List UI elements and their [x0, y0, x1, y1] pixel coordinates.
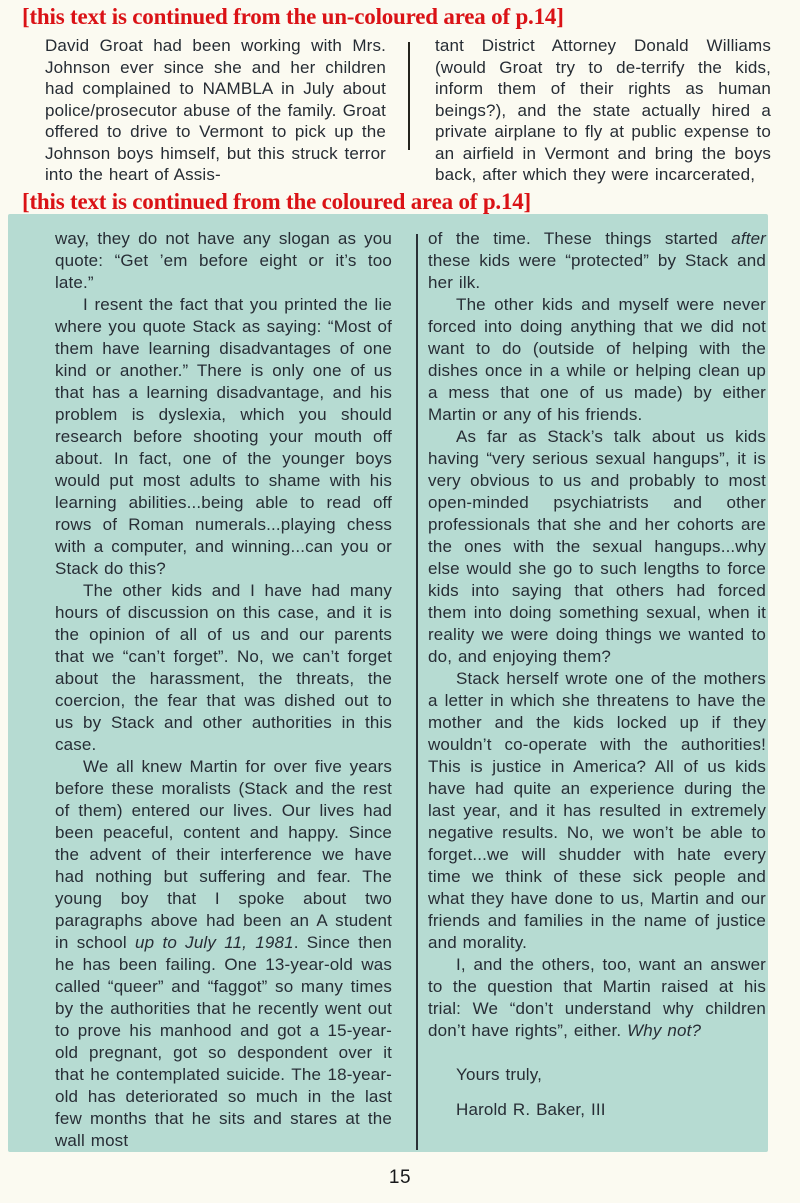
- paragraph: way, they do not have any slogan as you quote: “Get ’em before eight or it’s too late.”: [55, 229, 392, 292]
- letter-signature: Harold R. Baker, III: [456, 1100, 606, 1119]
- paragraph: The other kids and I have had many hours of discussion on this case, and it is the opinion of all of us and our parents that we “can’t forget”. No, we can’t forget about the harassment, the threats, the coercion, the fear that was dished out to us by Stack and other authorities in this case.: [55, 581, 392, 754]
- paragraph: Stack herself wrote one of the mothers a letter in which she threatens to have the mother and the kids locked up if they wouldn’t co-operate with the authorities! This is justice in America? All of us kids have had quite an experience during the last year, and it has resulted in extremely negative results. No, we won’t be able to forget...we will shudder with hate every time we think of these sick people and what they have done to us, Martin and our friends and families in the name of justice and morality.: [428, 669, 766, 952]
- letter-right-paragraphs: [428, 228, 766, 1042]
- paragraph: We all knew Martin for over five years before these moralists (Stack and the rest of them) entered our lives. Our lives had been peaceful, content and happy. Since the advent of their interference we have had nothing but suffering and fear. The young boy that I spoke about two paragraphs above had been an A student in school up to July 11, 1981. Since then he has been failing. One 13-year-old was called “queer” and “faggot” so many times by the authorities that he recently went out to prove his manhood and got a 15-year-old pregnant, got so despondent over it that he contemplated suicide. The 18-year-old has deteriorated so much in the last few months that he sits and stares at the wall most: [55, 757, 392, 1150]
- paragraph: The other kids and myself were never forced into doing anything that we did not want to do (outside of helping with the dishes once in a while or helping clean up a mess that one of us made) by either Martin or any of his friends.: [428, 295, 766, 424]
- column-divider-top: [408, 42, 410, 150]
- letter-left-column: [55, 228, 392, 1152]
- continuation-note-coloured: [this text is continued from the coloured area of p.14]: [22, 189, 532, 214]
- paragraph: I, and the others, too, want an answer to the question that Martin raised at his trial: We “don’t understand why children don’t have rights”, either. Why not?: [428, 955, 766, 1040]
- paragraph: tant District Attorney Donald Williams (would Groat try to de-terrify the kids, inform them of their rights as human beings?), and the state actually hired a private airplane to fly at public expense to an airfield in Vermont and bring the boys back, after which they were incarcerated,: [435, 36, 771, 184]
- paragraph: I resent the fact that you printed the lie where you quote Stack as saying: “Most of them have learning disadvantages of one kind or another.” There is only one of us that has a learning disadvantage, and his problem is dyslexia, which you should research before shooting your mouth off about. In fact, one of the younger boys would put most adults to shame with his learning abilities...being able to read off rows of Roman numerals...playing chess with a computer, and winning...can you or Stack do this?: [55, 295, 392, 578]
- top-right-column: [435, 35, 771, 186]
- paragraph: of the time. These things started after these kids were “protected” by Stack and her ilk.: [428, 229, 766, 292]
- letter-signoff: Yours truly,: [456, 1065, 542, 1084]
- continuation-note-uncoloured: [this text is continued from the un-coloured area of p.14]: [22, 4, 564, 29]
- letter-right-column: [428, 228, 766, 1121]
- top-left-column: [45, 35, 386, 186]
- coloured-letter-section: [8, 214, 768, 1152]
- column-divider-teal: [416, 234, 418, 1150]
- paragraph: David Groat had been working with Mrs. Johnson ever since she and her children had complained to NAMBLA in July about police/prosecutor abuse of the family. Groat offered to drive to Vermont to pick up the Johnson boys himself, but this struck terror into the heart of Assis-: [45, 36, 386, 184]
- paragraph: As far as Stack’s talk about us kids having “very serious sexual hangups”, it is very obvious to us and probably to most open-minded psychiatrists and other professionals that she and her cohorts are the ones with the sexual hangups...why else would she go to such lengths to force kids into saying that others had forced them into doing something sexual, when it reality we were doing things we wanted to do, and enjoying them?: [428, 427, 766, 666]
- page-number: 15: [388, 1167, 412, 1188]
